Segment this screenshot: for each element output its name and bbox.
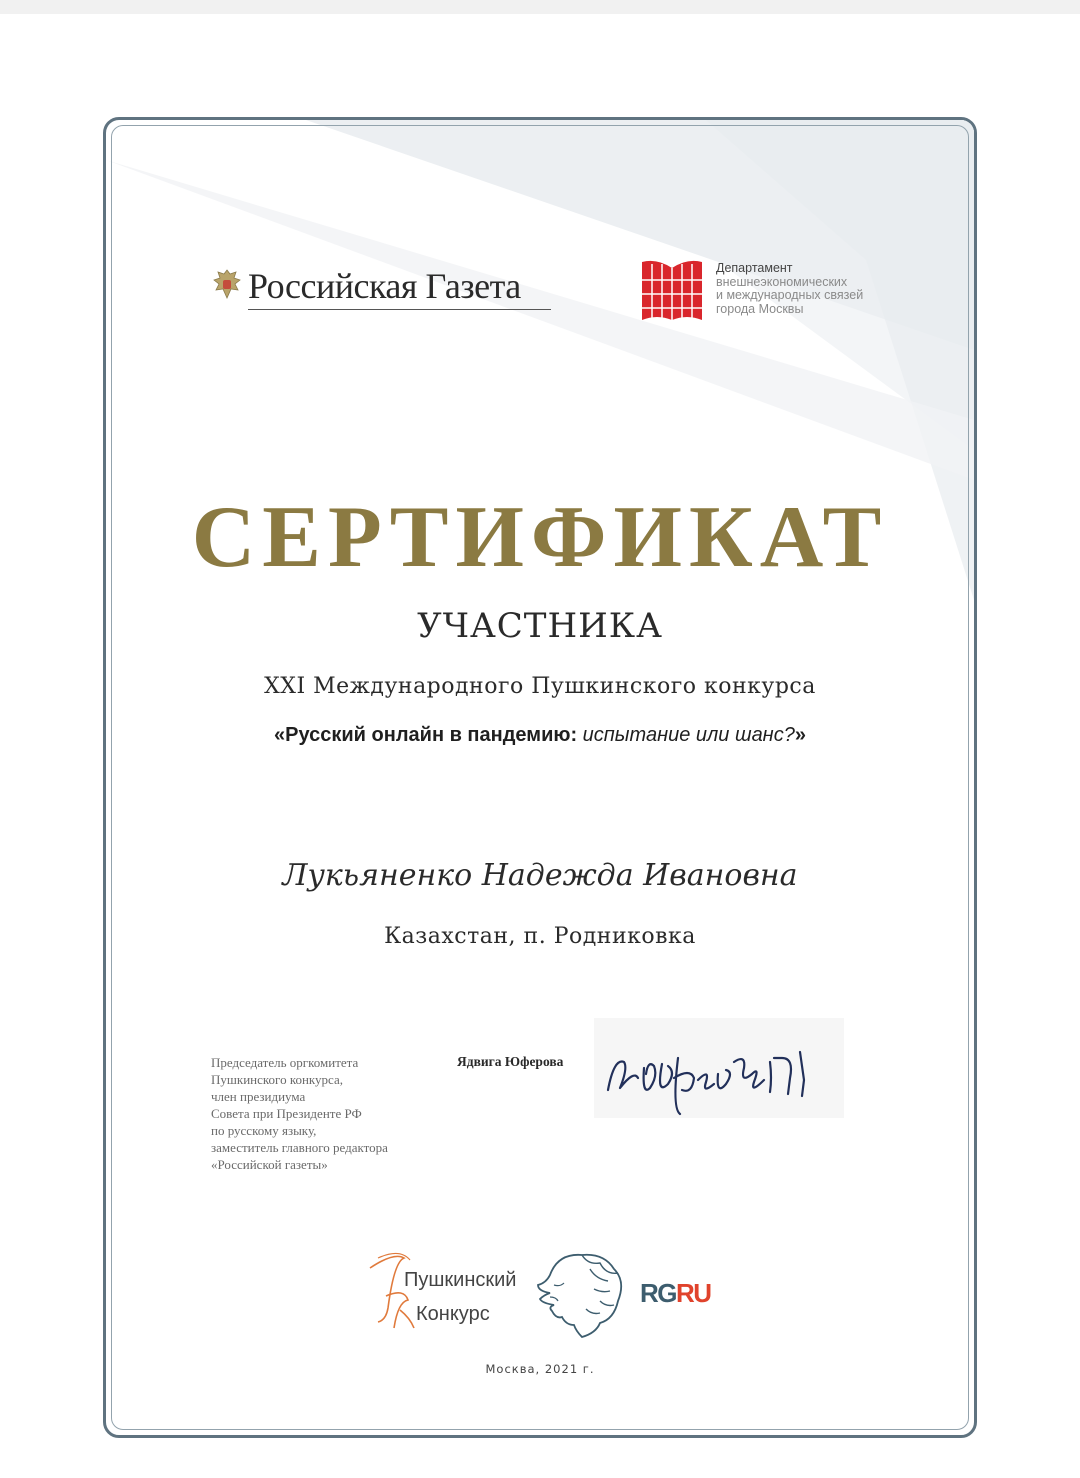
department-book-icon	[640, 258, 704, 322]
coat-of-arms-icon	[212, 268, 242, 302]
signer-role-line: заместитель главного редактора	[211, 1140, 388, 1155]
contest-theme	[0, 724, 1080, 747]
newspaper-logo-text: Российская Газета	[248, 266, 521, 306]
pushkin-contest-line-2: Конкурс	[416, 1303, 490, 1325]
contest-name: XXI Международного Пушкинского конкурса	[264, 674, 816, 699]
place-and-date: Москва, 2021 г.	[485, 1362, 595, 1376]
top-status-strip	[0, 0, 1080, 14]
certificate-title: СЕРТИФИКАТ	[191, 489, 889, 586]
signer-role	[211, 1054, 388, 1173]
department-line-3: и международных связей	[716, 288, 864, 302]
theme-close-quote: »	[794, 724, 806, 746]
theme-bold-part: Русский онлайн в пандемию:	[285, 724, 578, 746]
department-line-4: города Москвы	[716, 301, 804, 316]
pushkin-contest-logo	[364, 1248, 534, 1332]
signer-name: Ядвига Юферова	[457, 1054, 564, 1069]
signer-role-line: «Российской газеты»	[211, 1157, 328, 1172]
pushkin-contest-line-1: Пушкинский	[404, 1269, 517, 1291]
department-line-2: внешнеэкономических	[716, 274, 848, 289]
recipient-name: Лукьяненко Надежда Ивановна	[282, 858, 798, 893]
rgru-logo-rg: RG	[640, 1278, 676, 1308]
signer-role-line: по русскому языку,	[211, 1123, 317, 1138]
handwritten-signature	[594, 1018, 844, 1118]
signer-role-line: Пушкинского конкурса,	[211, 1072, 344, 1087]
certificate-subtitle: УЧАСТНИКА	[417, 606, 663, 646]
theme-open-quote: «	[274, 724, 286, 746]
department-name	[716, 262, 863, 316]
signer-role-line: Совета при Президенте РФ	[211, 1106, 362, 1121]
newspaper-logo-underline	[248, 309, 551, 310]
rgru-logo-ru: RU	[676, 1278, 711, 1308]
signer-role-line: Председатель оргкомитета	[211, 1055, 359, 1070]
rgru-logo	[640, 1278, 711, 1309]
certificate-inner-border	[111, 125, 969, 1430]
pushkin-portrait-icon	[530, 1245, 630, 1341]
recipient-place: Казахстан, п. Родниковка	[384, 924, 696, 949]
department-line-1: Департамент	[716, 261, 793, 275]
signer-role-line: член президиума	[211, 1089, 306, 1104]
theme-italic-part: испытание или шанс?	[577, 724, 795, 746]
